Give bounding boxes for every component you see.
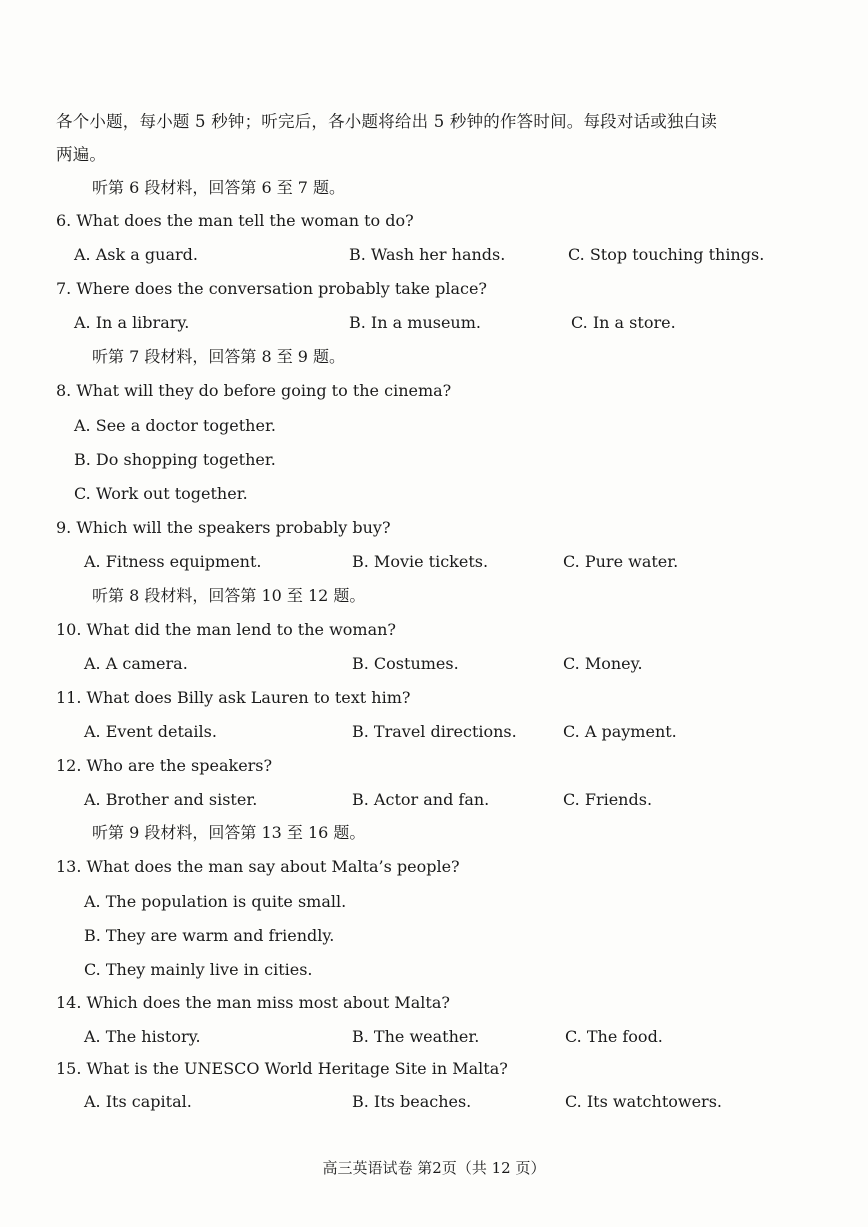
q12-option-c[interactable]: C. Friends. (563, 790, 653, 809)
q15-option-a[interactable]: A. Its capital. (84, 1092, 192, 1111)
section-heading-6: 听第 6 段材料，回答第 6 至 7 题。 (92, 178, 346, 197)
q10-option-b[interactable]: B. Costumes. (352, 654, 459, 673)
q6-option-a[interactable]: A. Ask a guard. (74, 245, 198, 264)
q13-option-a[interactable]: A. The population is quite small. (84, 892, 347, 911)
q11-option-c[interactable]: C. A payment. (563, 722, 677, 741)
q8-option-a[interactable]: A. See a doctor together. (74, 416, 276, 435)
q6-option-c[interactable]: C. Stop touching things. (568, 245, 765, 264)
q8-option-c[interactable]: C. Work out together. (74, 484, 248, 503)
q10-option-c[interactable]: C. Money. (563, 654, 643, 673)
page-footer: 高三英语试卷 第2页（共 12 页） (322, 1159, 546, 1177)
question-6: 6. What does the man tell the woman to do? (56, 211, 414, 230)
q13-option-c[interactable]: C. They mainly live in cities. (84, 960, 313, 979)
q9-option-b[interactable]: B. Movie tickets. (352, 552, 489, 571)
q9-option-c[interactable]: C. Pure water. (563, 552, 679, 571)
question-10: 10. What did the man lend to the woman? (56, 620, 396, 639)
q6-option-b[interactable]: B. Wash her hands. (349, 245, 506, 264)
question-7: 7. Where does the conversation probably take place? (56, 279, 487, 298)
q7-option-c[interactable]: C. In a store. (571, 313, 676, 332)
q8-option-b[interactable]: B. Do shopping together. (74, 450, 276, 469)
q12-option-b[interactable]: B. Actor and fan. (352, 790, 490, 809)
q14-option-c[interactable]: C. The food. (565, 1027, 663, 1046)
q12-option-a[interactable]: A. Brother and sister. (84, 790, 258, 809)
question-12: 12. Who are the speakers? (56, 756, 273, 775)
question-9: 9. Which will the speakers probably buy? (56, 518, 391, 537)
question-15: 15. What is the UNESCO World Heritage Site in Malta? (56, 1059, 508, 1078)
question-13: 13. What does the man say about Malta’s people? (56, 857, 460, 876)
q9-option-a[interactable]: A. Fitness equipment. (84, 552, 262, 571)
question-8: 8. What will they do before going to the cinema? (56, 381, 452, 400)
q10-option-a[interactable]: A. A camera. (84, 654, 188, 673)
instruction-line-2: 两遍。 (56, 145, 107, 164)
q15-option-b[interactable]: B. Its beaches. (352, 1092, 472, 1111)
q7-option-b[interactable]: B. In a museum. (349, 313, 481, 332)
section-heading-7: 听第 7 段材料，回答第 8 至 9 题。 (92, 347, 346, 366)
section-heading-9: 听第 9 段材料，回答第 13 至 16 题。 (92, 823, 366, 842)
q15-option-c[interactable]: C. Its watchtowers. (565, 1092, 722, 1111)
question-14: 14. Which does the man miss most about Malta? (56, 993, 450, 1012)
section-heading-8: 听第 8 段材料，回答第 10 至 12 题。 (92, 586, 366, 605)
q11-option-a[interactable]: A. Event details. (84, 722, 217, 741)
q14-option-a[interactable]: A. The history. (84, 1027, 201, 1046)
instruction-line-1: 各个小题，每小题 5 秒钟；听完后，各小题将给出 5 秒钟的作答时间。每段对话或独白读 (56, 112, 718, 131)
q7-option-a[interactable]: A. In a library. (74, 313, 190, 332)
question-11: 11. What does Billy ask Lauren to text him? (56, 688, 411, 707)
q14-option-b[interactable]: B. The weather. (352, 1027, 480, 1046)
q11-option-b[interactable]: B. Travel directions. (352, 722, 517, 741)
q13-option-b[interactable]: B. They are warm and friendly. (84, 926, 335, 945)
